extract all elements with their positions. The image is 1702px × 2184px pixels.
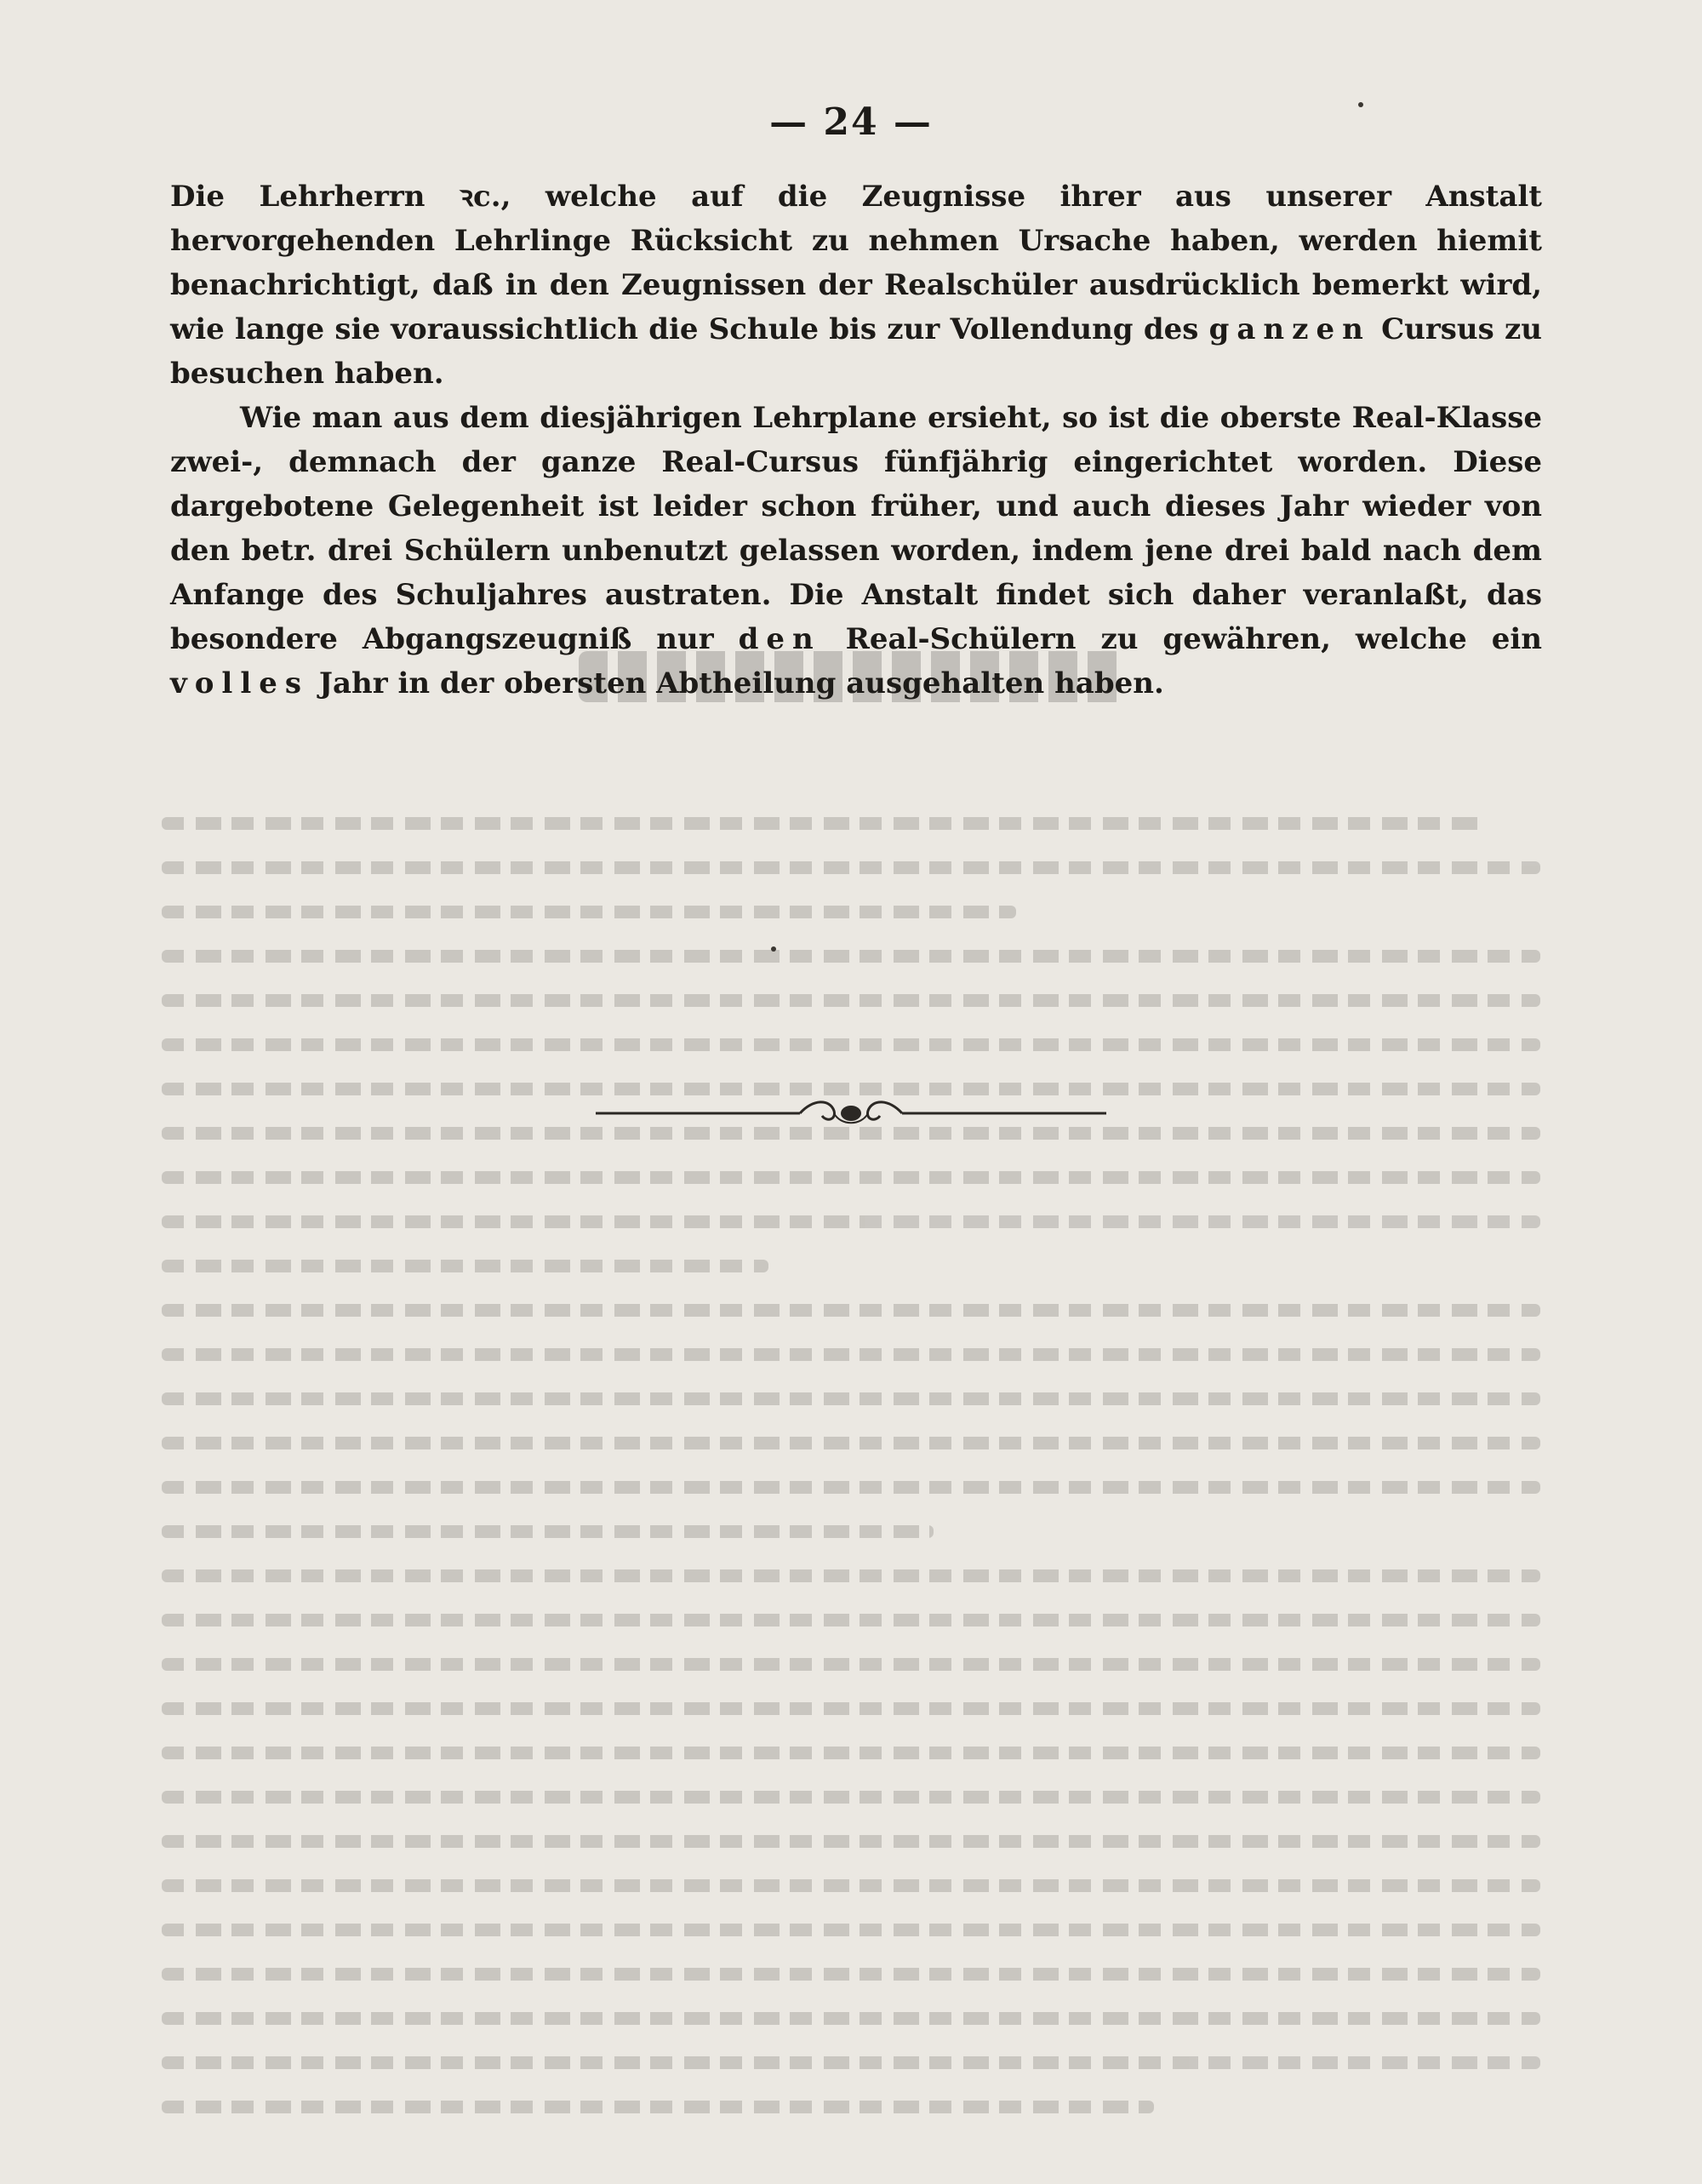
paragraph-2-tail: Jahr in der obersten Abtheilung ausgehalten haben. <box>318 666 1164 700</box>
ink-speck <box>771 946 776 952</box>
ornamental-divider <box>587 1092 1115 1135</box>
emphasis-volles: volles <box>170 666 310 700</box>
paragraph-1-text: Die Lehrherrn ꝛc., welche auf die Zeugnisse ihrer aus unserer Anstalt hervorgehenden Lehrlinge Rücksicht zu nehmen Ursache haben, werden hiemit benachrichtigt, daß in den Zeugnissen der Realschüler ausdrücklich bemerkt wird, wie lange sie voraussichtlich die Schule bis zur Vollendung des <box>170 180 1542 346</box>
ink-speck <box>1358 102 1363 107</box>
paragraph-2 <box>170 396 1542 706</box>
paragraph-1 <box>170 174 1542 396</box>
page-number: — 24 — <box>769 100 933 144</box>
bleed-through-text <box>162 817 1540 2145</box>
emphasis-den: den <box>738 622 821 656</box>
paragraph-2-mid: Real-Schülern zu gewähren, welche ein <box>845 622 1542 656</box>
emphasis-ganzen: ganzen <box>1208 312 1371 346</box>
body-text <box>170 174 1542 706</box>
paragraph-2-text: Wie man aus dem diesjährigen Lehrplane ersieht, so ist die oberste Real-Klasse zwei-, demnach der ganze Real-Cursus fünfjährig eingerichtet worden. Diese dargebotene Gelegenheit ist leider schon früher, und auch dieses Jahr wieder von den betr. drei Schülern unbenutzt gelassen worden, indem jene drei bald nach dem Anfange des Schuljahres austraten. Die Anstalt findet sich daher veranlaßt, das besondere Abgangszeugniß nur <box>170 401 1542 656</box>
paragraph-1-tail: Cursus zu besuchen haben. <box>170 312 1543 391</box>
